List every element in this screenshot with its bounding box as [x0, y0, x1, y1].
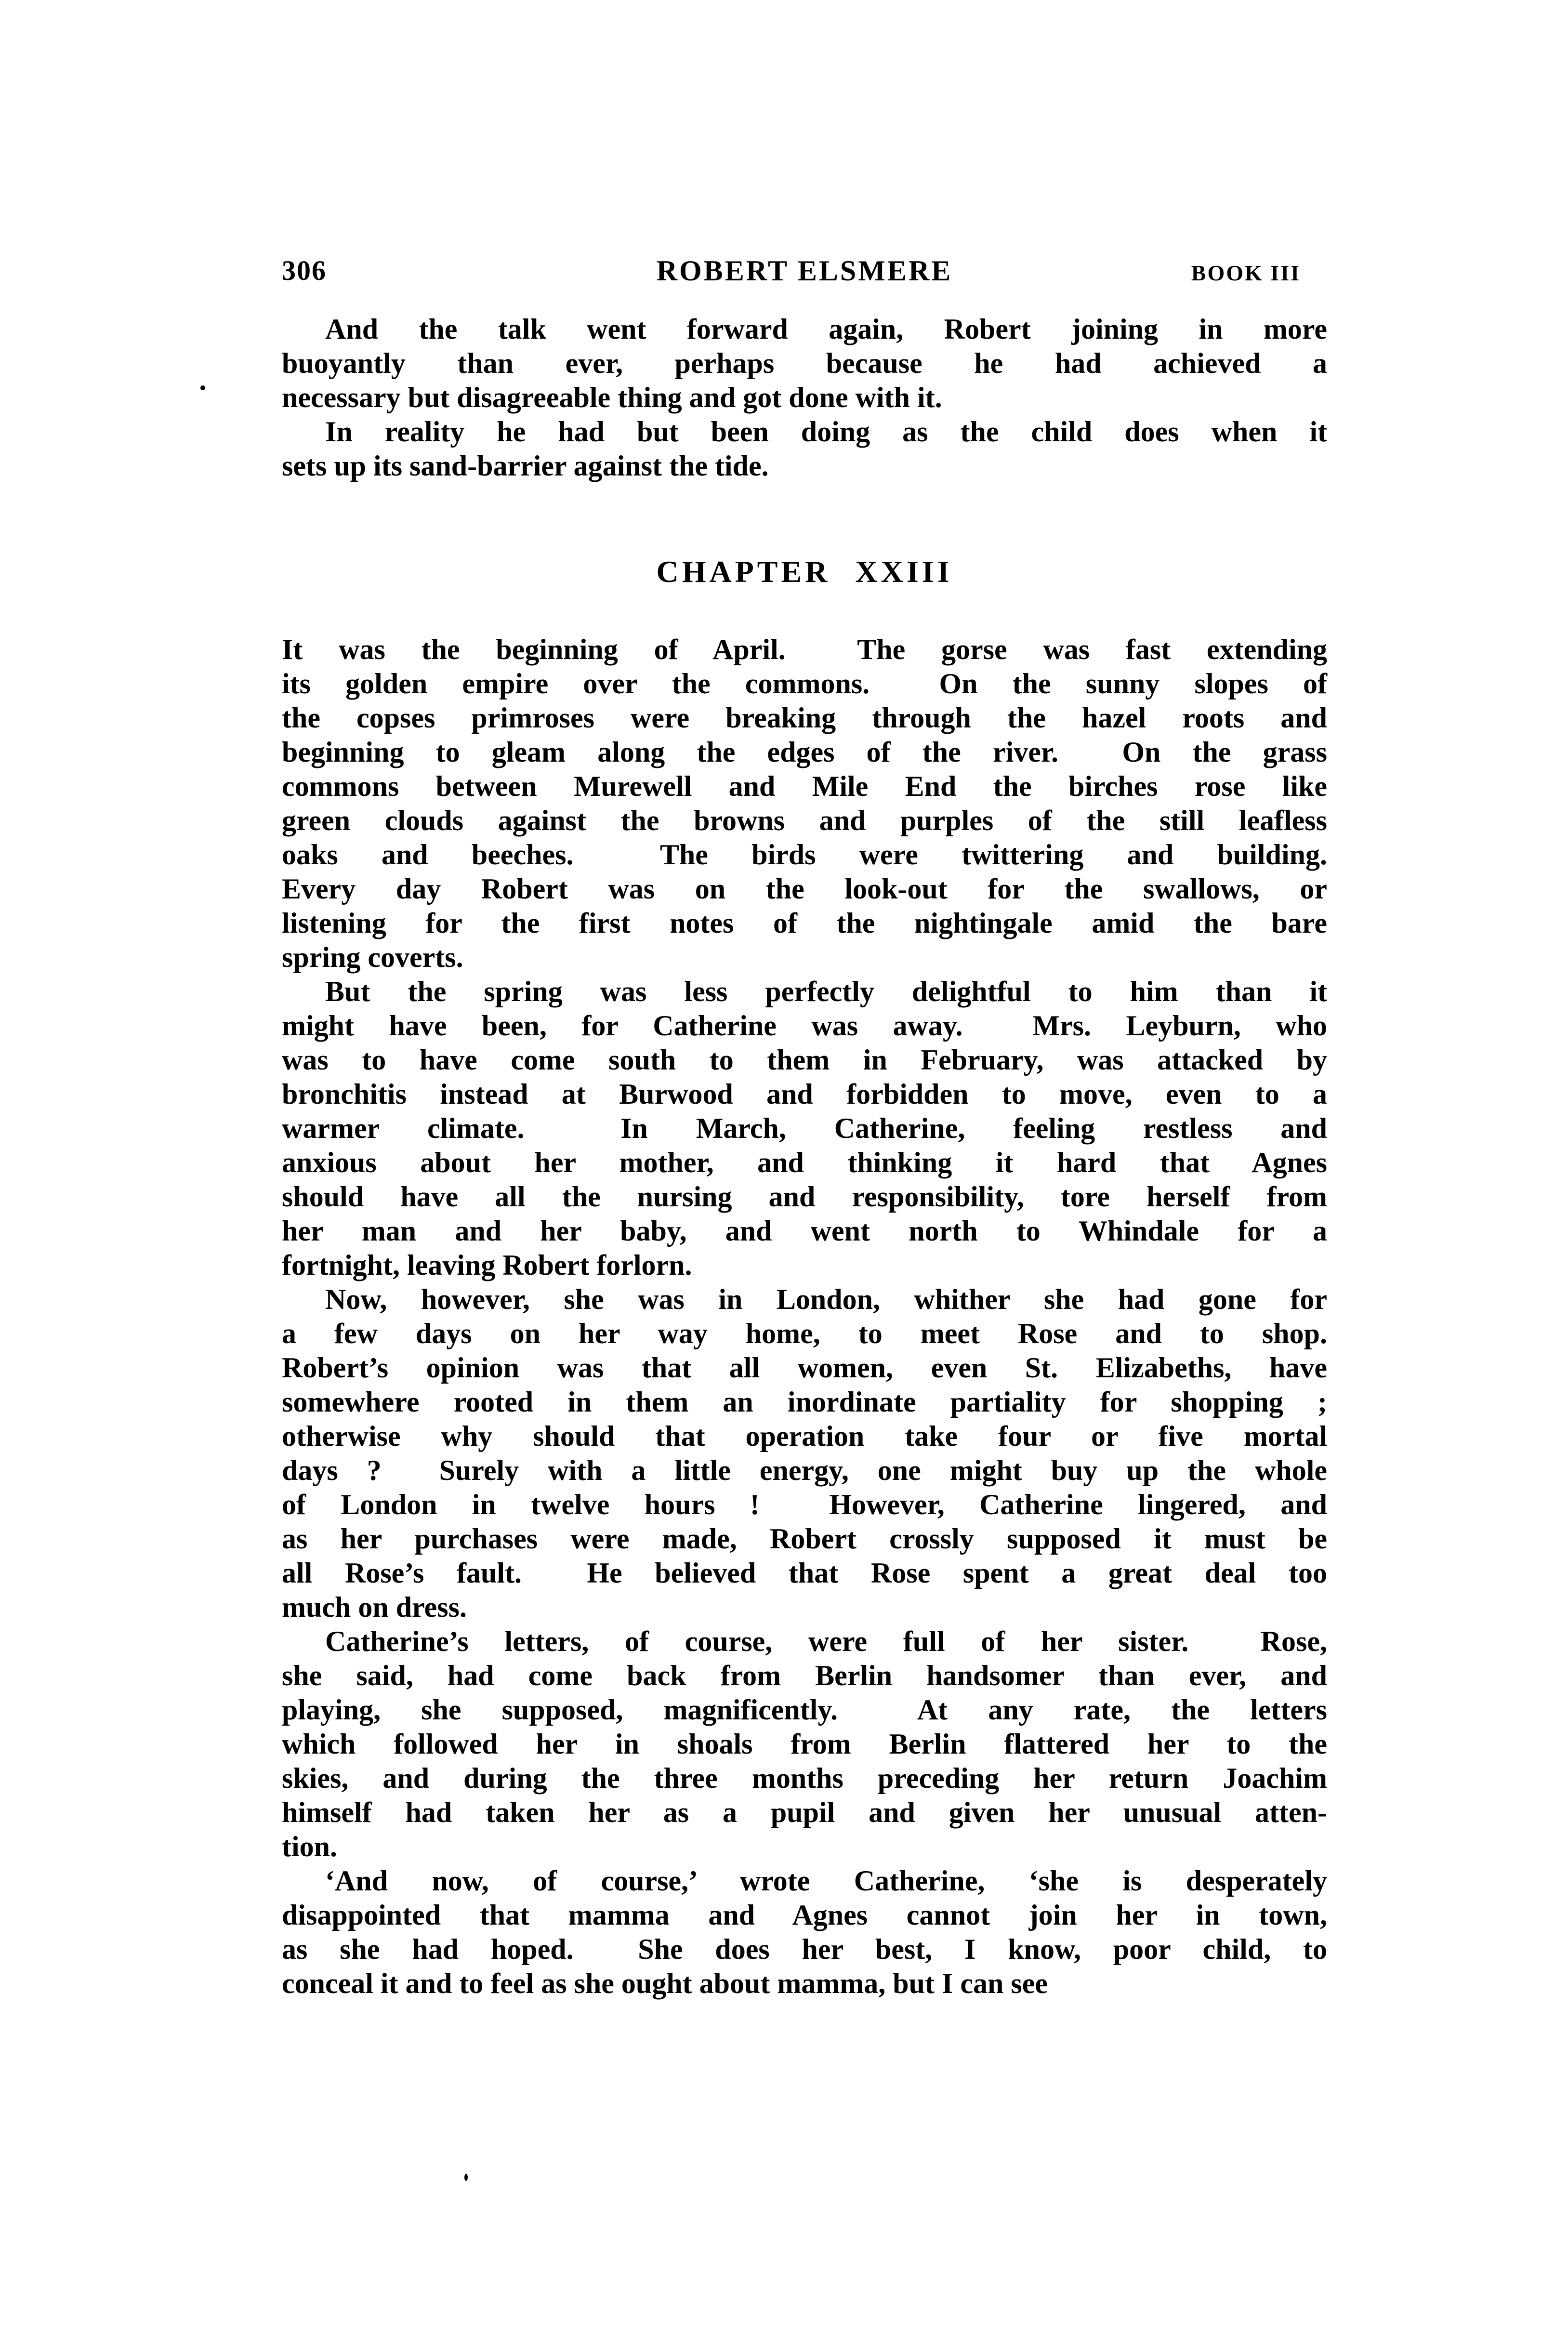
text-line: It was the beginning of April. The gorse was fast extending [282, 634, 1327, 665]
text-line: conceal it and to feel as she ought about mamma, but I can see [282, 1967, 1048, 1999]
text-line: skies, and during the three months preceding her return Joachim [282, 1762, 1327, 1794]
text-line: commons between Murewell and Mile End the birches rose like [282, 770, 1327, 802]
text-line: as she had hoped. She does her best, I know, poor child, to [282, 1933, 1327, 1965]
text-line: tion. [282, 1831, 338, 1862]
text-line: its golden empire over the commons. On the sunny slopes of [282, 668, 1327, 700]
text-line: of London in twelve hours ! However, Catherine lingered, and [282, 1489, 1327, 1520]
text-line: necessary but disagreeable thing and got done with it. [282, 382, 942, 413]
text-line: listening for the first notes of the nightingale amid the bare [282, 907, 1327, 939]
text-line: ‘And now, of course,’ wrote Catherine, ‘she is desperately [325, 1865, 1327, 1897]
text-line: otherwise why should that operation take four or five mortal [282, 1420, 1327, 1452]
text-line: her man and her baby, and went north to Whindale for a [282, 1215, 1327, 1247]
paragraph [282, 312, 1327, 415]
text-line: might have been, for Catherine was away. Mrs. Leyburn, who [282, 1010, 1327, 1042]
text-line: But the spring was less perfectly delightful to him than it [325, 976, 1327, 1007]
text-line: spring coverts. [282, 941, 463, 973]
text-line: Robert’s opinion was that all women, even St. Elizabeths, have [282, 1352, 1327, 1384]
text-line: days ? Surely with a little energy, one might buy up the whole [282, 1454, 1327, 1486]
paragraph [282, 1282, 1327, 1624]
text-line: all Rose’s fault. He believed that Rose spent a great deal too [282, 1557, 1327, 1589]
text-line: Now, however, she was in London, whither she had gone for [325, 1283, 1327, 1315]
text-line: playing, she supposed, magnificently. At any rate, the letters [282, 1694, 1327, 1726]
text-line: himself had taken her as a pupil and given her unusual atten- [282, 1796, 1327, 1828]
text-line: much on dress. [282, 1591, 467, 1623]
page-header [282, 254, 1327, 288]
paragraph [282, 975, 1327, 1282]
text-line: a few days on her way home, to meet Rose and to shop. [282, 1318, 1327, 1349]
text-line: she said, had come back from Berlin handsomer than ever, and [282, 1660, 1327, 1691]
running-title: ROBERT ELSMERE [656, 255, 953, 287]
paragraph [282, 633, 1327, 975]
chapter-heading: CHAPTER XXIII [656, 554, 953, 589]
text-line: somewhere rooted in them an inordinate partiality for shopping ; [282, 1386, 1327, 1418]
text-line: bronchitis instead at Burwood and forbidden to move, even to a [282, 1078, 1327, 1110]
text-line: the copses primroses were breaking through the hazel roots and [282, 702, 1327, 734]
text-line: warmer climate. In March, Catherine, feeling restless and [282, 1112, 1327, 1144]
ink-speck-bottom [464, 2174, 468, 2181]
text-line: which followed her in shoals from Berlin flattered her to the [282, 1728, 1327, 1760]
page-number: 306 [282, 255, 327, 286]
text-line: green clouds against the browns and purples of the still leafless [282, 805, 1327, 836]
paragraph [282, 415, 1327, 483]
book-section-label: BOOK III [1191, 261, 1301, 285]
text-line: fortnight, leaving Robert forlorn. [282, 1249, 692, 1281]
text-line: sets up its sand-barrier against the tide. [282, 450, 769, 482]
text-line: disappointed that mamma and Agnes cannot join her in town, [282, 1899, 1327, 1931]
text-line: was to have come south to them in February, was attacked by [282, 1044, 1327, 1076]
paragraph [282, 1864, 1327, 2001]
text-line: And the talk went forward again, Robert joining in more [325, 313, 1327, 345]
ink-speck-left-margin [200, 385, 205, 390]
text-line: as her purchases were made, Robert crossly supposed it must be [282, 1523, 1327, 1555]
text-line: Every day Robert was on the look-out for the swallows, or [282, 873, 1327, 905]
paragraph [282, 1624, 1327, 1864]
text-line: buoyantly than ever, perhaps because he had achieved a [282, 347, 1327, 379]
text-line: In reality he had but been doing as the child does when it [325, 416, 1327, 448]
text-line: should have all the nursing and responsibility, tore herself from [282, 1181, 1327, 1213]
text-line: oaks and beeches. The birds were twittering and building. [282, 839, 1327, 871]
text-line: anxious about her mother, and thinking it hard that Agnes [282, 1147, 1327, 1178]
page-body [282, 312, 1327, 2001]
text-line: Catherine’s letters, of course, were full of her sister. Rose, [325, 1625, 1327, 1657]
text-line: beginning to gleam along the edges of the river. On the grass [282, 736, 1327, 768]
